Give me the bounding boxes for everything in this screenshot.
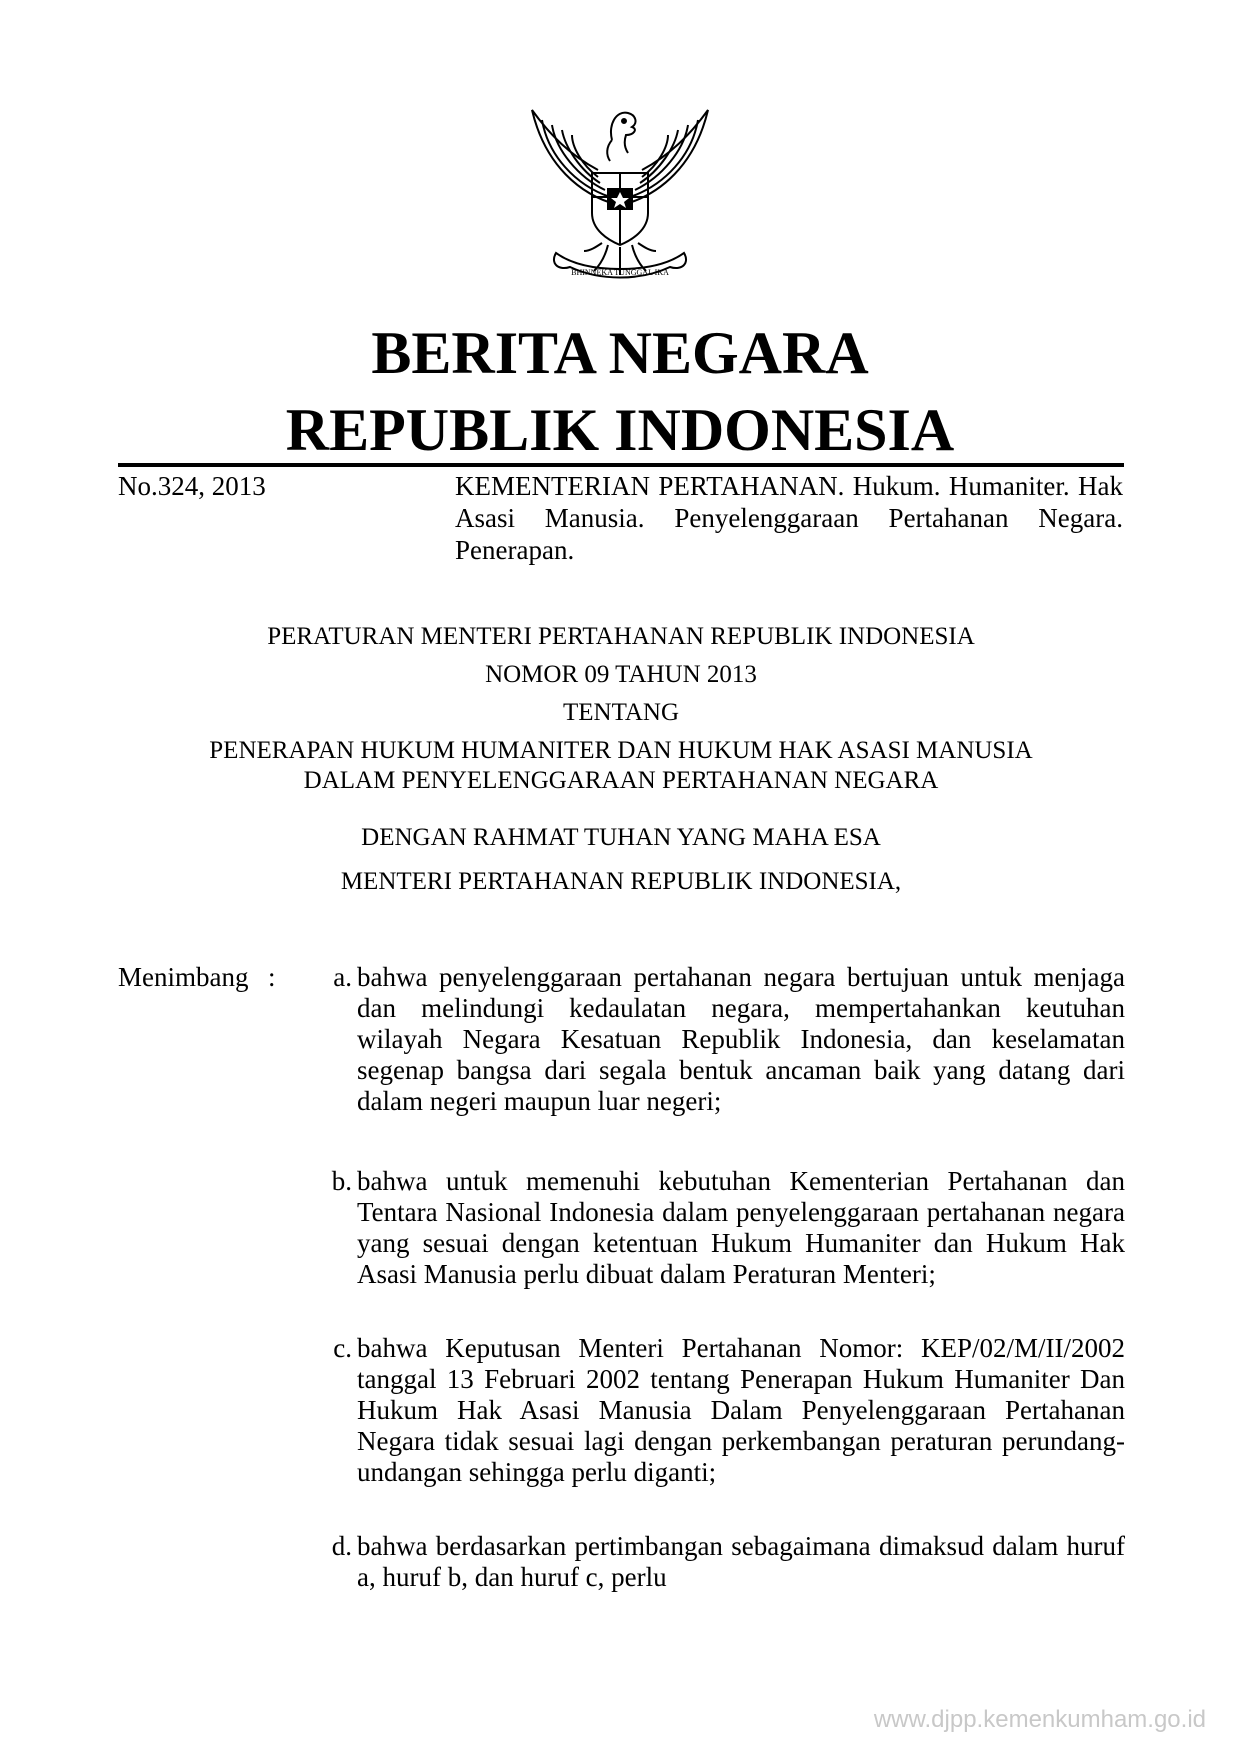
gazette-title-line2: REPUBLIK INDONESIA <box>285 397 955 463</box>
item-letter: d. <box>331 1531 352 1561</box>
regulation-about: TENTANG <box>562 699 680 726</box>
regulation-subject-line1: PENERAPAN HUKUM HUMANITER DAN HUKUM HAK ASASI MANUSIA <box>209 737 1033 764</box>
item-text: bahwa untuk memenuhi kebutuhan Kementerian Pertahanan dan Tentara Nasional Indonesia dalam penyelenggaraan pertahanan negara yang sesuai dengan ketentuan Hukum Humaniter dan Hukum Hak Asasi Manusia perlu dibuat dalam Peraturan Menteri; <box>357 1166 1125 1289</box>
item-letter: c. <box>333 1333 352 1363</box>
issue-number: No.324, 2013 <box>118 471 266 501</box>
item-text: bahwa Keputusan Menteri Pertahanan Nomor: KEP/02/M/II/2002 tanggal 13 Februari 2002 tentang Penerapan Hukum Humaniter Dan Hukum Hak Asasi Manusia Dalam Penyelenggaraan Pertahanan Negara tidak sesuai lagi dengan perkembangan peraturan perundang-undangan sehingga perlu diganti; <box>357 1333 1125 1487</box>
garuda-emblem-icon <box>520 85 720 290</box>
issue-summary: KEMENTERIAN PERTAHANAN. Hukum. Humaniter. Hak Asasi Manusia. Penyelenggaraan Pertahanan Negara. Penerapan. <box>455 471 1123 565</box>
header-divider <box>118 463 1124 467</box>
item-text: bahwa penyelenggaraan pertahanan negara bertujuan untuk menjaga dan melindungi kedaulatan negara, mempertahankan keutuhan wilayah Negara Kesatuan Republik Indonesia, dan keselamatan segenap bangsa dari segala bentuk ancaman baik yang datang dari dalam negeri maupun luar negeri; <box>357 962 1125 1116</box>
regulation-number: NOMOR 09 TAHUN 2013 <box>485 661 757 688</box>
considering-label: Menimbang <box>118 962 249 992</box>
gazette-title-line1: BERITA NEGARA <box>371 320 869 386</box>
item-letter: a. <box>333 962 352 992</box>
svg-text:BHINNEKA TUNGGAL IKA: BHINNEKA TUNGGAL IKA <box>571 268 669 277</box>
regulation-subject-line2: DALAM PENYELENGGARAAN PERTAHANAN NEGARA <box>303 767 939 794</box>
item-letter: b. <box>331 1166 352 1196</box>
regulation-invocation: DENGAN RAHMAT TUHAN YANG MAHA ESA <box>361 824 881 851</box>
considering-colon: : <box>268 962 276 992</box>
footer-url: www.djpp.kemenkumham.go.id <box>873 1706 1206 1733</box>
regulation-issuer: MENTERI PERTAHANAN REPUBLIK INDONESIA, <box>340 868 902 895</box>
regulation-title: PERATURAN MENTERI PERTAHANAN REPUBLIK INDONESIA <box>267 623 975 650</box>
item-text: bahwa berdasarkan pertimbangan sebagaimana dimaksud dalam huruf a, huruf b, dan huruf c, perlu <box>357 1531 1125 1592</box>
